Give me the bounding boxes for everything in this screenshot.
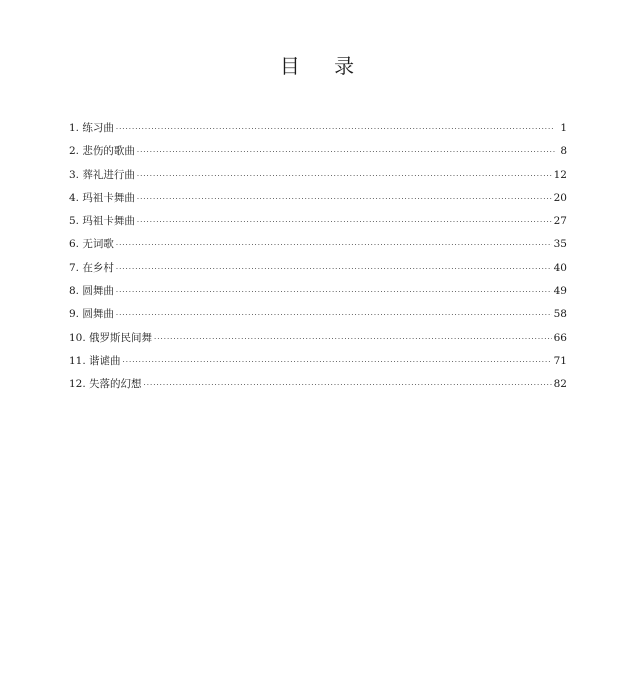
toc-entry-title: 8. 圆舞曲 xyxy=(69,285,114,298)
dot-leader xyxy=(116,234,552,257)
toc-entry[interactable] xyxy=(69,280,567,303)
toc-entry[interactable] xyxy=(69,117,567,140)
toc-entry[interactable] xyxy=(69,187,567,210)
toc-entry-title: 5. 玛祖卡舞曲 xyxy=(69,215,135,228)
toc-entry[interactable] xyxy=(69,164,567,187)
toc-entry-page-number: 20 xyxy=(553,191,567,204)
dot-leader xyxy=(144,374,552,397)
dot-leader xyxy=(123,351,552,374)
toc-entry-title: 9. 圆舞曲 xyxy=(69,308,114,321)
toc-entry[interactable] xyxy=(69,303,567,326)
toc-entry-page-number: 27 xyxy=(553,215,567,228)
toc-entry-title: 3. 葬礼进行曲 xyxy=(69,168,135,181)
toc-entry-page-number: 71 xyxy=(553,354,567,367)
toc-entry-title: 7. 在乡村 xyxy=(69,261,114,274)
dot-leader xyxy=(116,118,555,141)
page-title: 目 录 xyxy=(279,54,369,78)
dot-leader xyxy=(137,141,555,164)
toc-entry-title: 12. 失落的幻想 xyxy=(69,378,142,391)
toc-entry-page-number: 8 xyxy=(560,145,567,158)
toc-entry-page-number: 66 xyxy=(553,331,567,344)
toc-entry-page-number: 1 xyxy=(560,122,567,134)
toc-entry[interactable] xyxy=(69,327,567,350)
toc-entry[interactable] xyxy=(69,257,567,280)
toc-entry-title: 6. 无词歌 xyxy=(69,238,114,251)
toc-entry[interactable] xyxy=(69,350,567,373)
toc-entry[interactable] xyxy=(69,210,567,233)
dot-leader xyxy=(154,328,552,351)
toc-entry[interactable] xyxy=(69,373,567,396)
toc-entry-title: 4. 玛祖卡舞曲 xyxy=(69,191,135,204)
dot-leader xyxy=(116,281,552,304)
toc-entry-title: 11. 谐谑曲 xyxy=(69,354,121,367)
toc-entry[interactable] xyxy=(69,233,567,256)
toc-entry-page-number: 12 xyxy=(553,168,567,181)
dot-leader xyxy=(116,258,552,281)
toc-entry-page-number: 58 xyxy=(553,308,567,321)
toc-entry-title: 10. 俄罗斯民间舞 xyxy=(69,331,153,344)
dot-leader xyxy=(137,211,552,234)
toc-entry-page-number: 35 xyxy=(553,238,567,251)
toc-entry-title: 1. 练习曲 xyxy=(69,122,114,134)
dot-leader xyxy=(116,304,552,327)
toc-entry-page-number: 40 xyxy=(553,261,567,274)
toc-entry-page-number: 82 xyxy=(553,378,567,391)
dot-leader xyxy=(137,188,552,211)
table-of-contents xyxy=(69,117,567,397)
toc-entry[interactable] xyxy=(69,140,567,163)
toc-entry-page-number: 49 xyxy=(553,285,567,298)
dot-leader xyxy=(137,165,552,188)
toc-entry-title: 2. 悲伤的歌曲 xyxy=(69,145,135,158)
